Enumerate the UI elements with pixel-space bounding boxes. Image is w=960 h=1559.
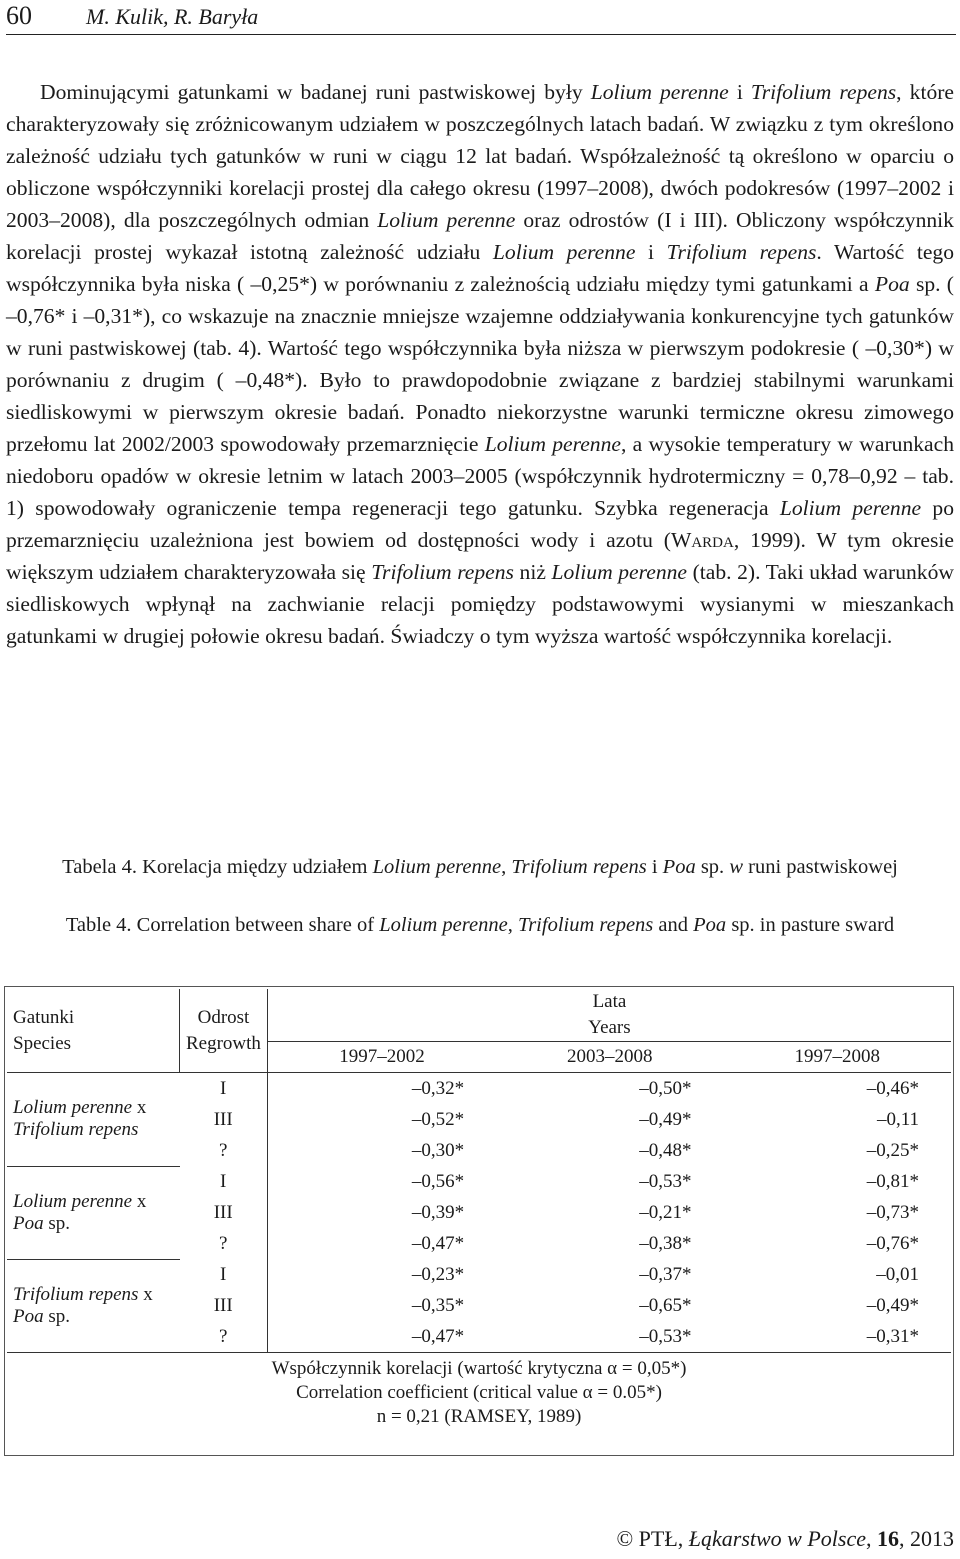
value-cell: –0,38* bbox=[639, 1232, 692, 1254]
value-cell: –0,46* bbox=[866, 1077, 919, 1099]
species-cell: Lolium perenne x Poa sp. bbox=[7, 1166, 180, 1259]
species-cell: Trifolium repens x Poa sp. bbox=[7, 1259, 180, 1353]
footnote-n: n = 0,21 (RAMSEY, 1989) bbox=[376, 1406, 582, 1427]
header-years: Lata Years bbox=[267, 989, 951, 1042]
correlation-table-frame bbox=[4, 986, 954, 1456]
page-footer: © PTŁ, Łąkarstwo w Polsce, 16, 2013 bbox=[616, 1526, 954, 1551]
value-cell: –0,56* bbox=[411, 1170, 465, 1192]
species-cell: Lolium perenne x Trifolium repens bbox=[7, 1073, 180, 1167]
value-cell: –0,01 bbox=[876, 1263, 919, 1285]
value-cell: –0,23* bbox=[411, 1263, 465, 1285]
value-cell: –0,49* bbox=[639, 1108, 692, 1130]
header-species: Gatunki Species bbox=[7, 989, 180, 1073]
value-cell: –0,39* bbox=[411, 1201, 465, 1223]
value-cell: –0,31* bbox=[724, 1321, 951, 1353]
value-cell: –0,21* bbox=[639, 1201, 692, 1223]
regrowth-cell: I bbox=[180, 1166, 268, 1197]
value-cell: –0,11 bbox=[876, 1108, 919, 1130]
table-caption-pl: Tabela 4. Korelacja między udziałem Lolium perenne, Trifolium repens i Poa sp. w runi pastwiskowej bbox=[62, 856, 898, 878]
header-year-3: 1997–2008 bbox=[724, 1042, 951, 1073]
value-cell: –0,35* bbox=[411, 1294, 465, 1316]
value-cell: –0,81* bbox=[866, 1170, 919, 1192]
page-number: 60 bbox=[6, 1, 32, 30]
value-cell: –0,48* bbox=[639, 1139, 692, 1161]
value-cell: –0,65* bbox=[639, 1294, 692, 1316]
regrowth-cell: I bbox=[180, 1259, 268, 1290]
header-regrowth: Odrost Regrowth bbox=[180, 989, 268, 1073]
value-cell: –0,32* bbox=[411, 1077, 465, 1099]
footnote-cell bbox=[7, 1353, 951, 1430]
value-cell: –0,73* bbox=[866, 1201, 919, 1223]
value-cell: –0,37* bbox=[639, 1263, 692, 1285]
value-cell: –0,50* bbox=[639, 1077, 692, 1099]
correlation-table bbox=[7, 989, 951, 1429]
regrowth-cell: III bbox=[180, 1290, 268, 1321]
header-year-2: 2003–2008 bbox=[496, 1042, 723, 1073]
table-row bbox=[7, 1259, 951, 1290]
value-cell: –0,52* bbox=[411, 1108, 465, 1130]
regrowth-cell: ? bbox=[180, 1228, 268, 1259]
table-row bbox=[7, 1073, 951, 1105]
value-cell: –0,25* bbox=[866, 1139, 919, 1161]
value-cell: –0,49* bbox=[866, 1294, 919, 1316]
body-paragraph: Dominującymi gatunkami w badanej runi pastwiskowej były Lolium perenne i Trifolium repens, które charakteryzowały się zróżnicowanym udziałem w poszczególnych latach badań. W związku z tym określono zależność udziału tych gatunków w runi w ciągu 12 lat badań. Współzależność tą określono w oparciu o obliczone współczynniki korelacji prostej dla całego okresu (1997–2008), dwóch podokresów (1997–2002 i 2003–2008), dla poszczególnych odmian Lolium perenne oraz odrostów (I i III). Obliczony współczynnik korelacji prostej wykazał istotną zależność udziału Lolium perenne i Trifolium repens. Wartość tego współczynnika była niska ( –0,25*) w porównaniu z zależnością udziału między tymi gatunkami a Poa sp. ( –0,76* i –0,31*), co wskazuje na znacznie mniejsze wzajemne oddziaływania konkurencyjne tych gatunków w runi pastwiskowej (tab. 4). Wartość tego współczynnika była niższa w pierwszym podokresie ( –0,30*) w porównaniu z drugim ( –0,48*). Było to prawdopodobnie związane z bardziej stabilnymi warunkami siedliskowymi w pierwszym okresie badań. Ponadto niekorzystne warunki termiczne okresu zimowego przełomu lat 2002/2003 spowodowały przemarznięcie Lolium perenne, a wysokie temperatury w warunkach niedoboru opadów w okresie letnim w latach 2003–2005 (współczynnik hydrotermiczny = 0,78–0,92 – tab. 1) spowodowały ograniczenie tempa regeneracji tego gatunku. Szybka regeneracja Lolium perenne po przemarznięciu uzależniona jest bowiem od dostępności wody i azotu (Warda, 1999). W tym okresie większym udziałem charakteryzowała się Trifolium repens niż Lolium perenne (tab. 2). Taki układ warunków siedliskowych wpłynął na zachwianie relacji pomiędzy podstawowymi wysianymi w mieszankach gatunkami w drugiej połowie okresu badań. Świadczy o tym wyższa wartość współczynnika korelacji. bbox=[6, 80, 955, 648]
regrowth-cell: ? bbox=[180, 1321, 268, 1353]
footnote-pl: Współczynnik korelacji (wartość krytyczna α = 0,05*) bbox=[271, 1358, 687, 1379]
running-header bbox=[6, 0, 956, 35]
table-row bbox=[7, 1166, 951, 1197]
regrowth-cell: I bbox=[180, 1073, 268, 1105]
header-year-1: 1997–2002 bbox=[267, 1042, 496, 1073]
value-cell: –0,53* bbox=[639, 1170, 692, 1192]
footnote-en: Correlation coefficient (critical value α = 0.05*) bbox=[296, 1382, 662, 1403]
value-cell: –0,30* bbox=[411, 1139, 465, 1161]
value-cell: –0,47* bbox=[267, 1321, 496, 1353]
running-authors: M. Kulik, R. Baryła bbox=[86, 4, 259, 29]
value-cell: –0,76* bbox=[866, 1232, 919, 1254]
value-cell: –0,47* bbox=[411, 1232, 465, 1254]
regrowth-cell: ? bbox=[180, 1135, 268, 1166]
regrowth-cell: III bbox=[180, 1104, 268, 1135]
table-footnote bbox=[7, 1353, 951, 1430]
table-caption-en: Table 4. Correlation between share of Lolium perenne, Trifolium repens and Poa sp. in pasture sward bbox=[65, 914, 895, 936]
regrowth-cell: III bbox=[180, 1197, 268, 1228]
table-header-row bbox=[7, 989, 951, 1042]
value-cell: –0,53* bbox=[496, 1321, 723, 1353]
